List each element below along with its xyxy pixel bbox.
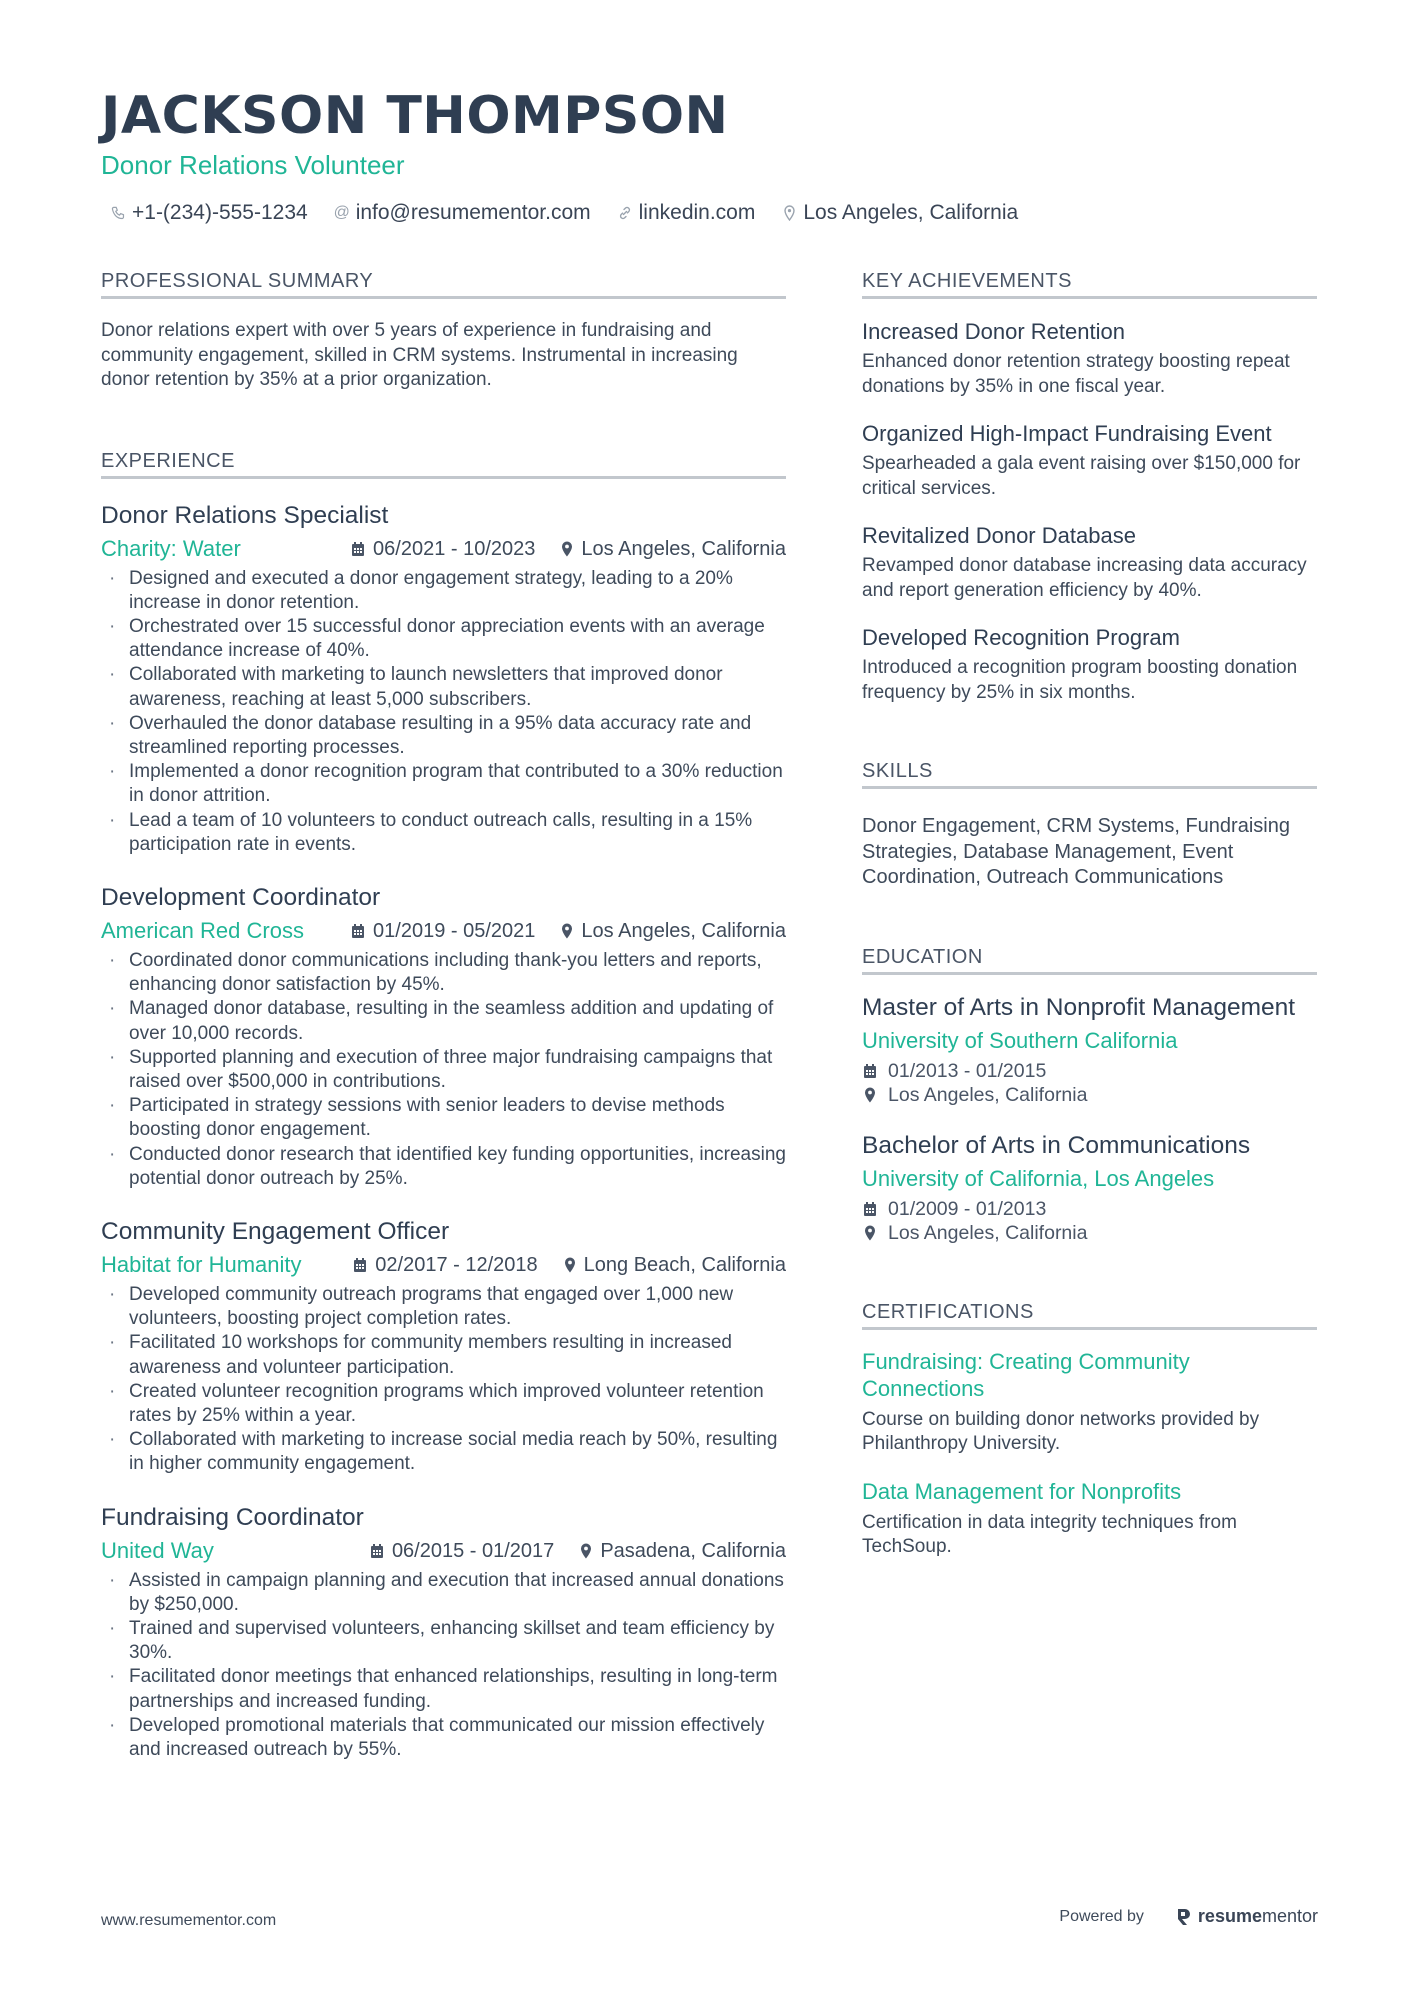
brand-name-light: mentor bbox=[1261, 1906, 1318, 1926]
job-meta-right bbox=[351, 536, 786, 562]
achievement-item bbox=[862, 420, 1317, 501]
job-meta-right bbox=[353, 1252, 786, 1278]
job-meta bbox=[101, 918, 786, 944]
job-entry bbox=[101, 1503, 786, 1763]
location-pin-icon bbox=[580, 1543, 592, 1559]
brand-name-bold: resume bbox=[1197, 1906, 1262, 1926]
list-item: · Lead a team of 10 volunteers to conduct outreach calls, resulting in a 15% participation rate in events. bbox=[101, 809, 786, 857]
location-pin-icon bbox=[564, 1257, 576, 1273]
list-item: · Managed donor database, resulting in the seamless addition and updating of over 10,000 records. bbox=[101, 997, 786, 1045]
list-item: · Designed and executed a donor engagement strategy, leading to a 20% increase in donor retention. bbox=[101, 567, 786, 615]
achievement-desc: Introduced a recognition program boosting donation frequency by 25% in six months. bbox=[862, 657, 1298, 703]
job-bullets bbox=[101, 949, 786, 1191]
achievement-desc: Enhanced donor retention strategy boosting repeat donations by 35% in one fiscal year. bbox=[862, 351, 1290, 397]
job-title: Development Coordinator bbox=[101, 883, 381, 911]
achievement-item bbox=[862, 318, 1317, 399]
section-title-certifications: CERTIFICATIONS bbox=[862, 1301, 1317, 1330]
certification-desc: Course on building donor networks provided by Philanthropy University. bbox=[862, 1408, 1260, 1454]
achievement-title: Organized High-Impact Fundraising Event bbox=[862, 421, 1272, 446]
education-location: Los Angeles, California bbox=[888, 1222, 1088, 1244]
section-title-education: EDUCATION bbox=[862, 946, 1317, 975]
contact-linkedin[interactable] bbox=[617, 200, 756, 226]
job-dates: 06/2021 - 10/2023 bbox=[373, 537, 536, 560]
left-column bbox=[101, 270, 786, 1762]
section-title-skills: SKILLS bbox=[862, 760, 1317, 789]
education-location-row bbox=[862, 1083, 1317, 1108]
achievement-title: Developed Recognition Program bbox=[862, 625, 1180, 650]
job-meta-right bbox=[370, 1538, 786, 1564]
location-pin-icon bbox=[862, 1087, 878, 1103]
email-text: info@resumementor.com bbox=[355, 201, 591, 224]
education-location: Los Angeles, California bbox=[888, 1084, 1088, 1106]
list-item: · Facilitated donor meetings that enhanced relationships, resulting in long-term partnerships and increased funding. bbox=[101, 1665, 786, 1713]
job-company: United Way bbox=[101, 1537, 214, 1563]
location-pin-icon bbox=[781, 205, 797, 221]
certification-title: Fundraising: Creating Community Connections bbox=[862, 1348, 1190, 1401]
job-company: American Red Cross bbox=[101, 917, 304, 943]
list-item: · Developed community outreach programs that engaged over 1,000 new volunteers, boosting project completion rates. bbox=[101, 1283, 786, 1331]
skills-section bbox=[862, 760, 1317, 891]
experience-section bbox=[101, 450, 786, 1763]
location-pin-icon bbox=[862, 1225, 878, 1241]
job-company: Habitat for Humanity bbox=[101, 1251, 302, 1277]
list-item: · Created volunteer recognition programs which improved volunteer retention rates by 25% within a year. bbox=[101, 1380, 786, 1428]
education-dates-row bbox=[862, 1059, 1317, 1084]
section-title-summary: PROFESSIONAL SUMMARY bbox=[101, 270, 786, 299]
list-item: · Supported planning and execution of three major fundraising campaigns that raised over $500,000 in contributions. bbox=[101, 1046, 786, 1094]
list-item: · Implemented a donor recognition program that contributed to a 30% reduction in donor attrition. bbox=[101, 760, 786, 808]
achievement-desc: Spearheaded a gala event raising over $150,000 for critical services. bbox=[862, 453, 1301, 499]
job-bullets bbox=[101, 1283, 786, 1477]
at-icon: @ bbox=[333, 204, 350, 221]
candidate-role: Donor Relations Volunteer bbox=[101, 150, 405, 180]
footer-branding bbox=[1059, 1906, 1318, 1927]
list-item: · Participated in strategy sessions with senior leaders to devise methods boosting donor engagement. bbox=[101, 1094, 786, 1142]
achievement-title: Revitalized Donor Database bbox=[862, 523, 1136, 548]
contact-location bbox=[781, 200, 1018, 226]
right-column bbox=[862, 270, 1317, 1560]
phone-text: +1-(234)-555-1234 bbox=[132, 201, 308, 224]
list-item: · Collaborated with marketing to increase social media reach by 50%, resulting in higher community engagement. bbox=[101, 1428, 786, 1476]
job-bullets bbox=[101, 567, 786, 857]
education-item bbox=[862, 1131, 1317, 1246]
job-dates: 06/2015 - 01/2017 bbox=[391, 1539, 555, 1562]
education-school: University of California, Los Angeles bbox=[862, 1165, 1215, 1191]
job-entry bbox=[101, 1217, 786, 1477]
certification-desc: Certification in data integrity techniques from TechSoup. bbox=[862, 1511, 1237, 1557]
job-company: Charity: Water bbox=[101, 535, 241, 561]
skills-text: Donor Engagement, CRM Systems, Fundraising Strategies, Database Management, Event Coordination, Outreach Communications bbox=[862, 815, 1290, 888]
location-text: Los Angeles, California bbox=[803, 201, 1019, 224]
certification-title: Data Management for Nonprofits bbox=[862, 1478, 1182, 1504]
job-dates: 02/2017 - 12/2018 bbox=[375, 1253, 538, 1276]
location-pin-icon bbox=[561, 541, 573, 557]
achievement-item bbox=[862, 624, 1317, 705]
list-item: · Developed promotional materials that communicated our mission effectively and increased outreach by 55%. bbox=[101, 1714, 786, 1762]
achievement-title: Increased Donor Retention bbox=[862, 319, 1125, 344]
brand-logo[interactable] bbox=[1176, 1906, 1318, 1927]
calendar-icon bbox=[862, 1063, 878, 1079]
education-degree: Master of Arts in Nonprofit Management bbox=[862, 993, 1296, 1021]
education-school: University of Southern California bbox=[862, 1027, 1178, 1053]
list-item: · Coordinated donor communications including thank-you letters and reports, enhancing donor satisfaction by 45%. bbox=[101, 949, 786, 997]
job-location: Pasadena, California bbox=[600, 1539, 786, 1562]
job-location: Los Angeles, California bbox=[581, 537, 786, 560]
candidate-name: JACKSON THOMPSON bbox=[101, 86, 729, 146]
job-entry bbox=[101, 501, 786, 857]
job-location: Long Beach, California bbox=[583, 1253, 786, 1276]
achievement-item bbox=[862, 522, 1317, 603]
list-item: · Collaborated with marketing to launch newsletters that improved donor awareness, reaching at least 5,000 subscribers. bbox=[101, 663, 786, 711]
education-dates: 01/2009 - 01/2013 bbox=[888, 1197, 1047, 1220]
job-title: Donor Relations Specialist bbox=[101, 501, 389, 529]
contact-email[interactable] bbox=[334, 200, 591, 226]
list-item: · Assisted in campaign planning and execution that increased annual donations by $250,000. bbox=[101, 1569, 786, 1617]
location-pin-icon bbox=[561, 923, 573, 939]
education-dates: 01/2013 - 01/2015 bbox=[888, 1059, 1047, 1082]
job-dates: 01/2019 - 05/2021 bbox=[373, 919, 536, 942]
job-location: Los Angeles, California bbox=[581, 919, 786, 942]
certification-item bbox=[862, 1478, 1317, 1560]
job-meta bbox=[101, 536, 786, 562]
summary-section bbox=[101, 270, 786, 393]
education-dates-row bbox=[862, 1197, 1317, 1222]
list-item: · Overhauled the donor database resulting in a 95% data accuracy rate and streamlined reporting processes. bbox=[101, 712, 786, 760]
education-location-row bbox=[862, 1221, 1317, 1246]
summary-text: Donor relations expert with over 5 years of experience in fundraising and community engagement, skilled in CRM systems. Instrumental in increasing donor retention by 35% at a prior organization. bbox=[101, 320, 738, 390]
job-meta bbox=[101, 1252, 786, 1278]
section-title-experience: EXPERIENCE bbox=[101, 450, 786, 479]
job-meta bbox=[101, 1538, 786, 1564]
list-item: · Orchestrated over 15 successful donor appreciation events with an average attendance increase of 40%. bbox=[101, 615, 786, 663]
brand-mark-icon bbox=[1176, 1907, 1192, 1927]
education-degree: Bachelor of Arts in Communications bbox=[862, 1131, 1251, 1159]
certifications-section bbox=[862, 1301, 1317, 1560]
calendar-icon bbox=[862, 1201, 878, 1217]
job-meta-right bbox=[351, 918, 786, 944]
achievements-section bbox=[862, 270, 1317, 705]
education-item bbox=[862, 993, 1317, 1108]
list-item: · Trained and supervised volunteers, enhancing skillset and team efficiency by 30%. bbox=[101, 1617, 786, 1665]
job-bullets bbox=[101, 1569, 786, 1763]
section-title-achievements: KEY ACHIEVEMENTS bbox=[862, 270, 1317, 299]
footer-website[interactable]: www.resumementor.com bbox=[101, 1912, 277, 1929]
job-entry bbox=[101, 883, 786, 1191]
job-title: Fundraising Coordinator bbox=[101, 1503, 364, 1531]
job-title: Community Engagement Officer bbox=[101, 1217, 450, 1245]
linkedin-text: linkedin.com bbox=[638, 201, 756, 224]
list-item: · Facilitated 10 workshops for community members resulting in increased awareness and volunteer participation. bbox=[101, 1331, 786, 1379]
contact-bar bbox=[110, 200, 1044, 226]
achievement-desc: Revamped donor database increasing data accuracy and report generation efficiency by 40%. bbox=[862, 555, 1307, 601]
link-icon bbox=[617, 205, 633, 221]
powered-by-text: Powered by bbox=[1059, 1907, 1144, 1925]
list-item: · Conducted donor research that identified key funding opportunities, increasing potential donor outreach by 25%. bbox=[101, 1143, 786, 1191]
calendar-icon bbox=[351, 541, 365, 557]
calendar-icon bbox=[370, 1543, 384, 1559]
phone-icon bbox=[110, 205, 126, 221]
education-section bbox=[862, 946, 1317, 1246]
certification-item bbox=[862, 1348, 1317, 1457]
calendar-icon bbox=[353, 1257, 367, 1273]
calendar-icon bbox=[351, 923, 365, 939]
contact-phone[interactable] bbox=[110, 200, 308, 226]
